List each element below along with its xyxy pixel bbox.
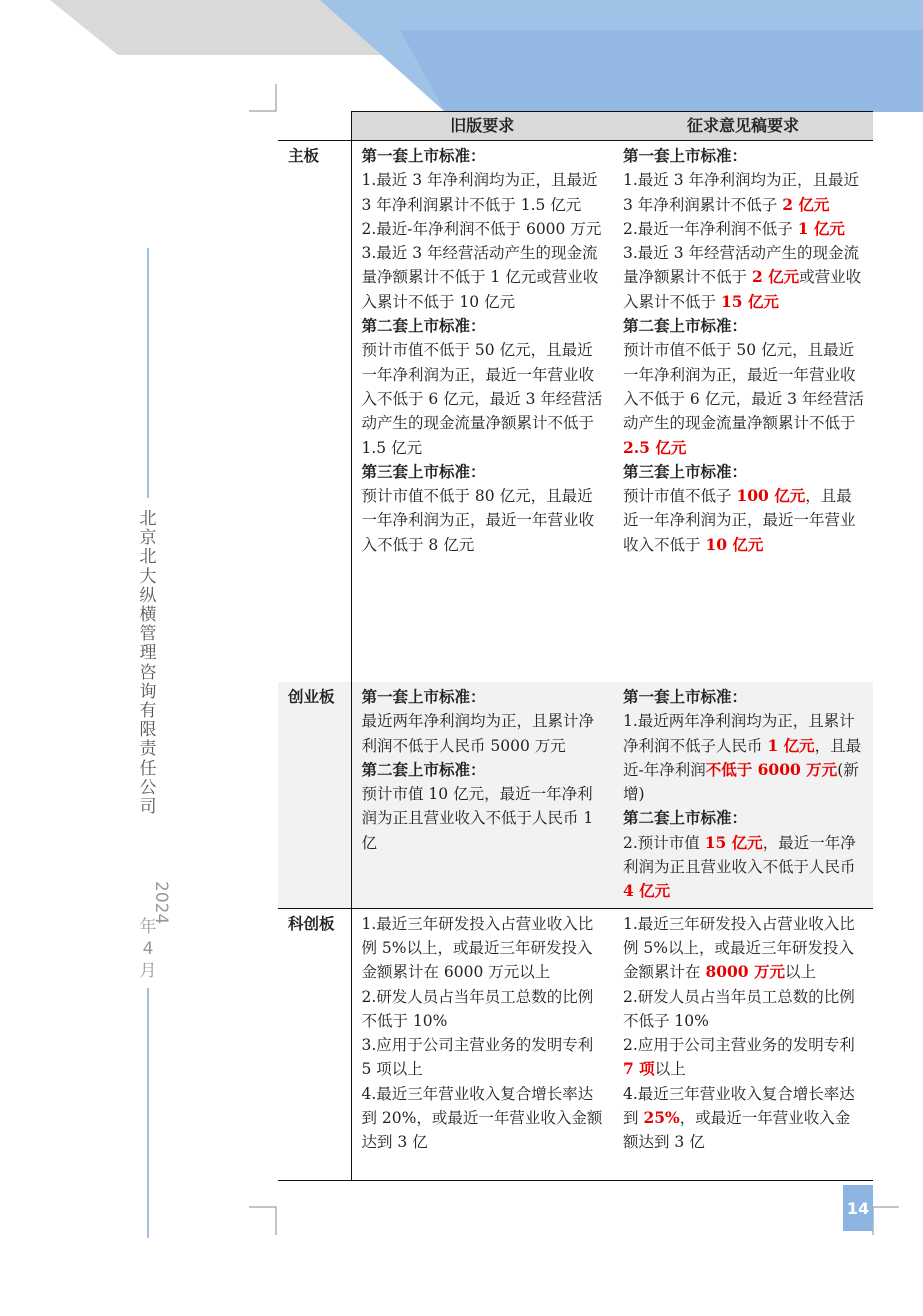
- board-name: 主板: [288, 146, 320, 165]
- table-row: [278, 908, 873, 1180]
- standard-heading: 第三套上市标准：: [361, 461, 486, 481]
- standard-heading: 第一套上市标准：: [361, 687, 486, 706]
- requirement-line: [362, 1033, 606, 1082]
- requirement-text: 2.研发人员占当年员工总数的比例不低于 10%: [361, 987, 594, 1030]
- old-requirements: [351, 908, 613, 1180]
- requirement-text: ，或最近一年营业收入金额达到 3 亿: [623, 1109, 851, 1152]
- requirement-line: [623, 806, 865, 830]
- side-date-yue: 月: [139, 961, 157, 981]
- standard-heading: 第一套上市标准：: [361, 146, 486, 165]
- side-line-bottom: [147, 988, 149, 1238]
- highlighted-change: 8000 万元: [705, 962, 785, 982]
- requirement-line: [623, 168, 865, 217]
- table-row: [278, 682, 873, 908]
- highlighted-change: 2 亿元: [751, 267, 800, 287]
- side-date: [136, 870, 171, 982]
- new-requirements: [613, 908, 873, 1180]
- highlighted-change: 25%: [643, 1108, 680, 1128]
- requirement-text: 3.最近 3 年经营活动产生的现金流量净额累计不低于 1 亿元或营业收入累计不低于 10 亿元: [361, 244, 599, 311]
- requirement-line: [362, 144, 606, 168]
- requirement-line: [623, 484, 865, 557]
- requirement-text: 3.最近 3 年经营活动产生的现金流量净额累计不低于: [623, 244, 860, 287]
- requirement-text: 预计市值不低子: [623, 487, 737, 506]
- crop-mark-top-left: [249, 84, 279, 114]
- requirement-line: [623, 912, 865, 985]
- standard-heading: 第二套上市标准：: [623, 808, 748, 828]
- requirement-text: 2.研发人员占当年员工总数的比例不低子 10%: [623, 987, 855, 1030]
- requirement-text: 或营业收入累计不低于: [623, 268, 862, 311]
- requirement-line: [362, 685, 606, 709]
- new-requirements: [613, 682, 873, 908]
- requirement-text: 1.最近 3 年净利润均为正，且最近 3 年净利润累计不低于 1.5 亿元: [361, 171, 598, 214]
- old-requirements: [351, 141, 613, 683]
- requirement-text: 以上: [654, 1060, 686, 1079]
- requirement-text: 1.最近两年净利润均为正，且累计净利润不低子人民币: [623, 712, 855, 755]
- standard-heading: 第二套上市标准：: [361, 759, 486, 779]
- requirement-line: [623, 685, 865, 709]
- requirement-text: 2.预计市值: [623, 833, 705, 852]
- requirement-line: [362, 314, 606, 338]
- side-org-name: 北京北大纵横管理咨询有限责任公司: [139, 509, 157, 818]
- side-date-year: 2024: [151, 881, 171, 925]
- highlighted-change: 15 亿元: [704, 832, 763, 852]
- requirement-line: [362, 338, 606, 459]
- requirement-text: 4.最近三年营业收入复合增长率达到: [623, 1084, 855, 1128]
- requirement-line: [623, 831, 865, 904]
- side-line-top: [147, 248, 149, 498]
- requirement-line: [362, 1082, 606, 1155]
- requirement-line: [623, 460, 865, 484]
- standard-heading: 第二套上市标准：: [361, 316, 486, 336]
- header-decoration: [0, 0, 923, 120]
- highlighted-change: 10 亿元: [705, 534, 764, 554]
- standard-heading: 第一套上市标准：: [623, 146, 748, 165]
- standard-heading: 第三套上市标准：: [623, 461, 748, 481]
- requirement-text: 预计市值不低于 50 亿元，且最近一年净利润为正，最近一年营业收入不低于 6 亿元，最近 3 年经营活动产生的现金流量净额累计不低于: [623, 341, 864, 433]
- requirement-text: ，且最近-年净利润: [623, 736, 862, 779]
- requirement-text: 预计市值不低于 80 亿元，且最近一年净利润为正，最近一年营业收入不低于 8 亿元: [361, 487, 595, 554]
- requirement-line: [623, 709, 865, 806]
- requirement-text: 4.最近三年营业收入复合增长率达到 20%，或最近一年营业收入金额达到 3 亿: [361, 1084, 603, 1152]
- highlighted-change: 1 亿元: [797, 218, 845, 238]
- requirement-text: 2.最近-年净利润不低于 6000 万元: [361, 219, 602, 238]
- requirement-text: 以上: [784, 963, 816, 982]
- header-new: 征求意见稿要求: [613, 112, 873, 141]
- requirement-text: 2.最近一年净利润不低子: [623, 219, 798, 238]
- highlighted-change: 1 亿元: [767, 735, 815, 755]
- standard-heading: 第一套上市标准：: [623, 687, 748, 706]
- requirement-line: [362, 758, 606, 782]
- requirement-line: [362, 168, 606, 217]
- requirement-text: 1.最近 3 年净利润均为正，且最近 3 年净利润累计不低子: [623, 171, 860, 214]
- highlighted-change: 2.5 亿元: [623, 437, 687, 457]
- requirement-line: [362, 782, 606, 855]
- requirement-text: 最近两年净利润均为正，且累计净利润不低于人民币 5000 万元: [361, 712, 595, 755]
- table-header-row: [278, 112, 873, 141]
- highlighted-change: 不低于 6000 万元: [705, 759, 838, 779]
- highlighted-change: 100 亿元: [736, 486, 806, 506]
- requirement-line: [362, 985, 606, 1034]
- requirement-text: ，最近一年净利润为正且营业收入不低于人民币: [623, 833, 856, 877]
- page-number: 14: [843, 1185, 873, 1231]
- requirement-text: 预计市值 10 亿元，最近一年净利润为正且营业收入不低于人民币 1 亿: [361, 785, 594, 852]
- requirement-line: [623, 338, 865, 459]
- requirement-line: [623, 314, 865, 338]
- requirement-line: [362, 217, 606, 241]
- requirement-text: 3.应用于公司主营业务的发明专利 5 项以上: [361, 1036, 594, 1079]
- requirement-line: [623, 1082, 865, 1155]
- header-old: 旧版要求: [351, 112, 613, 141]
- requirement-text: ，且最近一年净利润为正，最近一年营业收入不低于: [623, 487, 856, 554]
- standard-heading: 第二套上市标准：: [623, 316, 748, 336]
- requirement-line: [362, 709, 606, 758]
- requirement-line: [623, 985, 865, 1034]
- highlighted-change: 2 亿元: [782, 194, 830, 214]
- side-date-month-num: 4: [142, 939, 154, 959]
- highlighted-change: 15 亿元: [720, 291, 779, 311]
- requirement-line: [362, 460, 606, 484]
- crop-mark-bottom-right: [871, 1205, 901, 1235]
- highlighted-change: 7 项: [623, 1059, 655, 1079]
- requirement-line: [362, 484, 606, 557]
- header-blank: [278, 112, 351, 141]
- crop-mark-bottom-left: [249, 1205, 279, 1235]
- old-requirements: [351, 682, 613, 908]
- requirement-text: 1.最近三年研发投入占营业收入比例 5%以上，或最近三年研发投入金额累计在: [623, 914, 855, 982]
- highlighted-change: 4 亿元: [623, 881, 671, 901]
- side-date-nian: 年: [139, 917, 157, 937]
- board-name: 科创板: [278, 908, 351, 1180]
- requirement-line: [623, 241, 865, 314]
- requirement-line: [362, 912, 606, 985]
- requirement-text: (新增): [623, 760, 859, 804]
- table-row: [278, 141, 873, 683]
- requirement-text: 1.最近三年研发投入占营业收入比例 5%以上，或最近三年研发投入金额累计在 6000 万元以上: [361, 914, 594, 982]
- new-requirements: [613, 141, 873, 683]
- requirement-line: [362, 241, 606, 314]
- requirement-text: 预计市值不低于 50 亿元，且最近一年净利润为正，最近一年营业收入不低于 6 亿元，最近 3 年经营活动产生的现金流量净额累计不低于 1.5 亿元: [361, 341, 603, 457]
- requirement-line: [623, 144, 865, 168]
- requirement-line: [623, 1033, 865, 1082]
- comparison-table: [278, 111, 873, 1181]
- board-name: 创业板: [278, 682, 351, 908]
- requirement-line: [623, 217, 865, 241]
- requirement-text: 2.应用于公司主营业务的发明专利: [623, 1036, 855, 1055]
